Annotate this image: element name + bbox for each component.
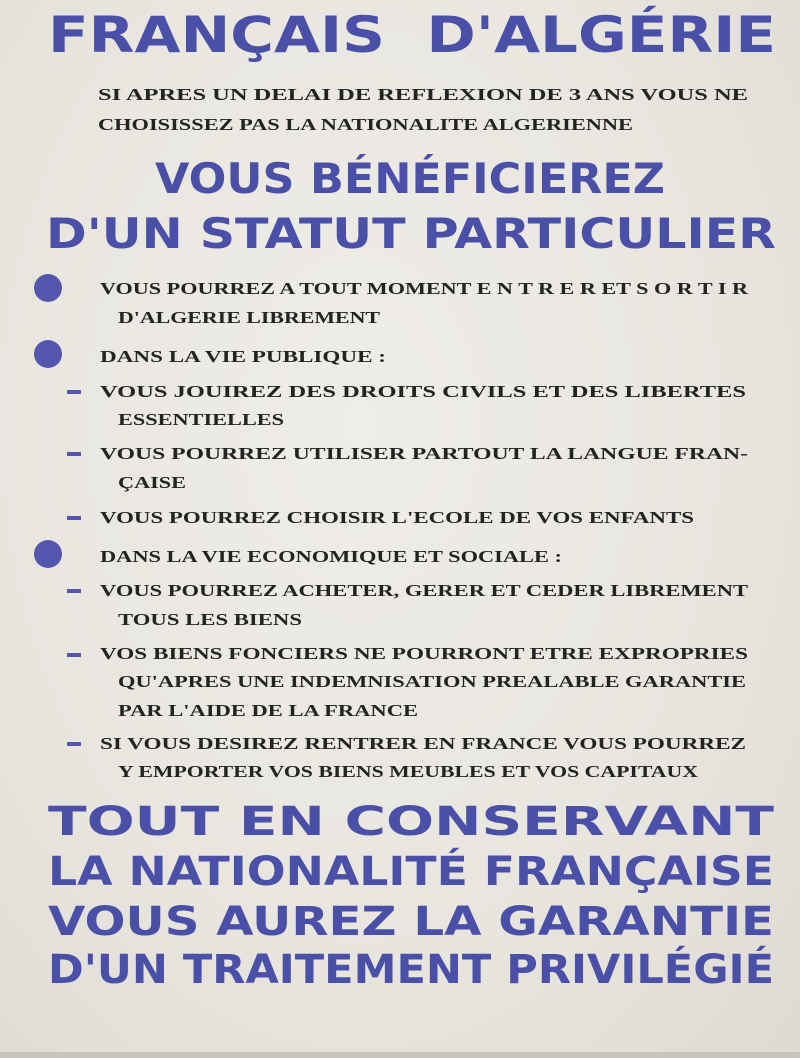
item-4-line-2: ÇAISE [118,473,186,492]
bullet-dot [34,340,62,368]
item-1-line-2: D'ALGERIE LIBREMENT [118,308,380,327]
item-8-line-2: QU'APRES UNE INDEMNISATION PREALABLE GARANTIE [118,672,746,691]
closing-line-1: TOUT EN CONSERVANT [48,799,775,845]
item-3-line-2: ESSENTIELLES [118,410,284,429]
item-1-line-1: VOUS POURREZ A TOUT MOMENT E N T R E R ET S O R T I R [100,279,748,298]
dash-mark [67,742,81,746]
item-9-line-2: Y EMPORTER VOS BIENS MEUBLES ET VOS CAPITAUX [118,762,698,781]
item-7-line-1: VOUS POURREZ ACHETER, GERER ET CEDER LIBREMENT [100,581,748,600]
item-4-line-1: VOUS POURREZ UTILISER PARTOUT LA LANGUE FRAN- [100,444,748,463]
heading-line-1: VOUS BÉNÉFICIEREZ [155,154,665,203]
item-3-line-1: VOUS JOUIREZ DES DROITS CIVILS ET DES LIBERTES [100,382,746,401]
closing-line-4: D'UN TRAITEMENT PRIVILÉGIÉ [48,947,774,993]
item-6-line-1: DANS LA VIE ECONOMIQUE ET SOCIALE : [100,547,562,566]
poster-title: FRANÇAIS D'ALGÉRIE [48,6,776,64]
dash-mark [67,653,81,657]
intro-line-1: SI APRES UN DELAI DE REFLEXION DE 3 ANS VOUS NE [98,85,748,104]
intro-line-2: CHOISISSEZ PAS LA NATIONALITE ALGERIENNE [98,115,633,134]
bullet-dot [34,274,62,302]
item-8-line-1: VOS BIENS FONCIERS NE POURRONT ETRE EXPROPRIES [100,644,748,663]
closing-line-3: VOUS AUREZ LA GARANTIE [48,899,774,945]
item-5-line-1: VOUS POURREZ CHOISIR L'ECOLE DE VOS ENFANTS [100,508,694,527]
dash-mark [67,516,81,520]
item-8-line-3: PAR L'AIDE DE LA FRANCE [118,701,418,720]
bullet-dot [34,540,62,568]
dash-mark [67,589,81,593]
heading-line-2: D'UN STATUT PARTICULIER [46,209,776,258]
dash-mark [67,390,81,394]
item-9-line-1: SI VOUS DESIREZ RENTRER EN FRANCE VOUS POURREZ [100,734,746,753]
item-7-line-2: TOUS LES BIENS [118,610,302,629]
item-2-line-1: DANS LA VIE PUBLIQUE : [100,347,386,366]
dash-mark [67,452,81,456]
closing-line-2: LA NATIONALITÉ FRANÇAISE [48,849,774,895]
